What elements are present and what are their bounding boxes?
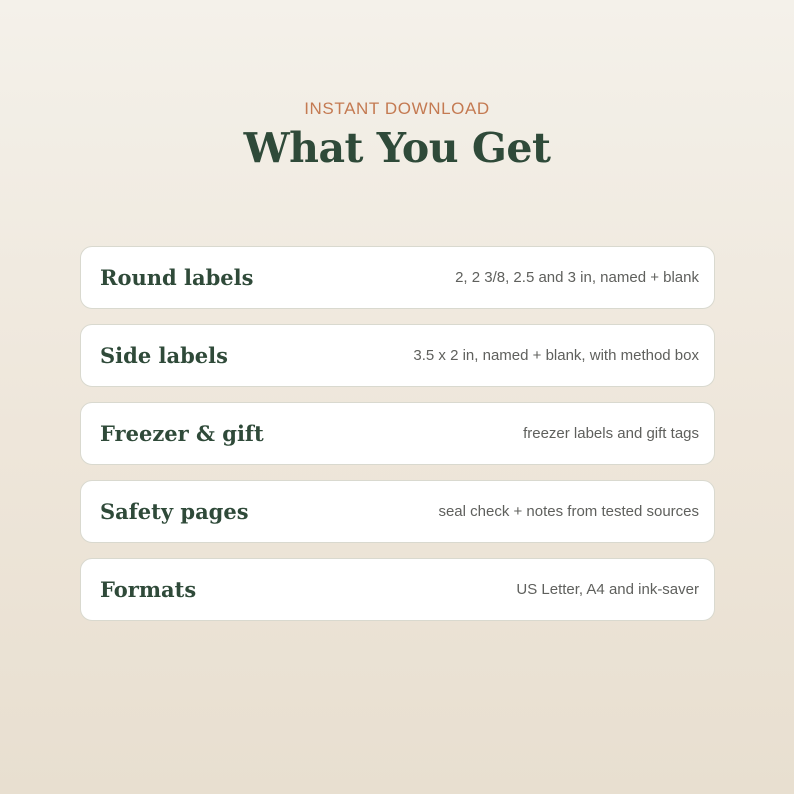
- feature-description: 3.5 x 2 in, named + blank, with method box: [413, 346, 699, 364]
- feature-description: 2, 2 3/8, 2.5 and 3 in, named + blank: [455, 268, 699, 286]
- page-title: What You Get: [243, 124, 551, 172]
- eyebrow-label: INSTANT DOWNLOAD: [304, 99, 490, 118]
- feature-row-formats: [80, 558, 715, 621]
- feature-row-safety-pages: [80, 480, 715, 543]
- feature-row-side-labels: [80, 324, 715, 387]
- feature-row-round-labels: [80, 246, 715, 309]
- feature-title: Safety pages: [100, 498, 249, 524]
- feature-description: US Letter, A4 and ink-saver: [516, 580, 699, 598]
- feature-title: Side labels: [100, 342, 228, 368]
- features-list: [80, 246, 715, 636]
- feature-description: seal check + notes from tested sources: [438, 502, 699, 520]
- feature-description: freezer labels and gift tags: [523, 424, 699, 442]
- feature-row-freezer-gift: [80, 402, 715, 465]
- feature-title: Round labels: [100, 264, 254, 290]
- header-section: [0, 98, 794, 172]
- feature-title: Freezer & gift: [100, 420, 264, 446]
- feature-title: Formats: [100, 576, 197, 602]
